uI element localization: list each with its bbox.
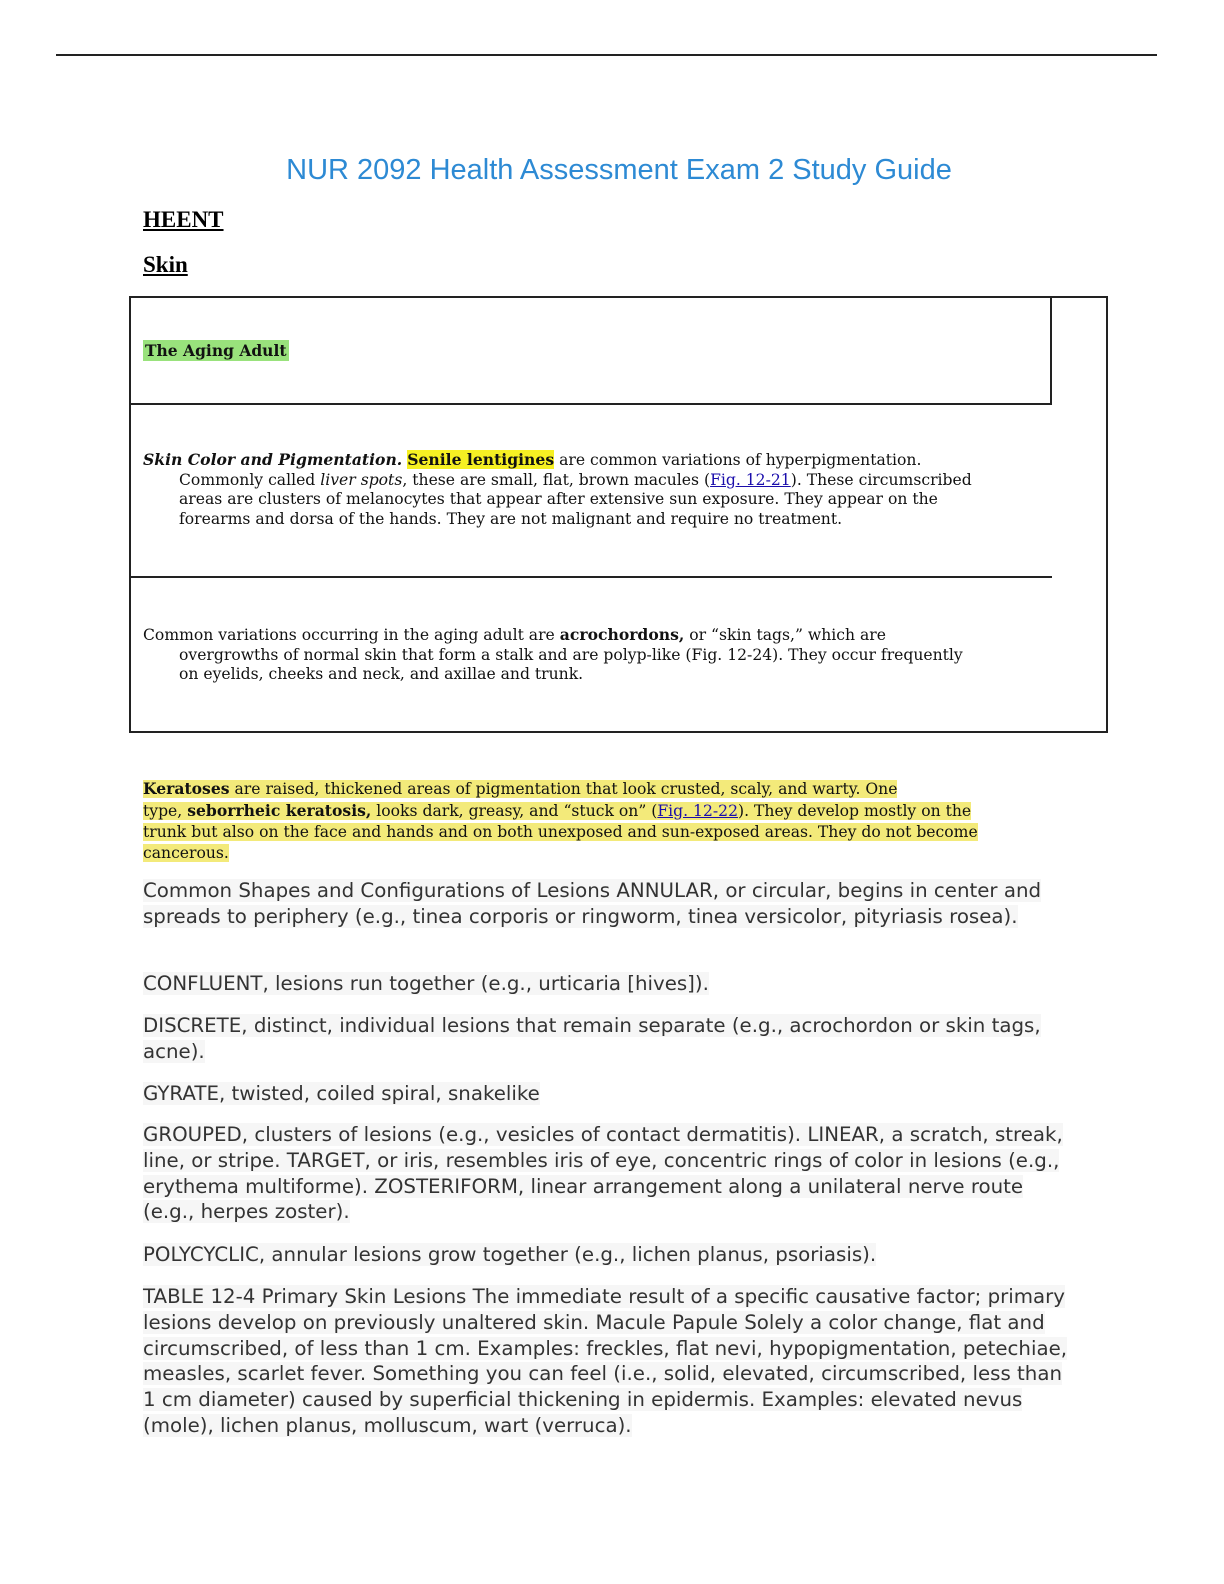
keratoses-line4: cancerous. [143, 844, 229, 862]
polycyclic-text: POLYCYCLIC, annular lesions grow together (e.g., lichen planus, psoriasis). [143, 1243, 877, 1266]
senile-lentigines-term: Senile lentigines [407, 450, 555, 469]
fig-12-21-link[interactable]: Fig. 12-21 [710, 470, 791, 489]
discrete-text: DISCRETE, distinct, individual lesions that remain separate (e.g., acrochordon or skin tags, acne). [143, 1014, 1041, 1063]
skin-color-line2b: , these are small, flat, brown macules ( [402, 470, 711, 489]
acro-line1a: Common variations occurring in the aging adult are [143, 626, 555, 644]
keratoses-line2a: type, [143, 802, 183, 820]
annular-text: Common Shapes and Configurations of Lesions ANNULAR, or circular, begins in center and spreads to periphery (e.g., tinea corporis or ringworm, tinea versicolor, pityriasis rosea). [143, 879, 1042, 928]
keratoses-line3: trunk but also on the face and hands and on both unexposed and sun-exposed areas. They do not become [143, 823, 978, 841]
seborrheic-keratosis-term: seborrheic keratosis, [187, 801, 372, 820]
table-divider-vertical [1050, 296, 1052, 404]
keratoses-line1: are raised, thickened areas of pigmentation that look crusted, scaly, and warty. One [234, 780, 898, 798]
primary-skin-lesions-table-text [143, 1284, 1073, 1439]
table-12-4-text: TABLE 12-4 Primary Skin Lesions The immediate result of a specific causative factor; primary lesions develop on previously unaltered skin. Macule Papule Solely a color change, flat and circumscribed, of less than 1 cm. Examples: freckles, flat nevi, hypopigmentation, petechiae, measles, scarlet fever. Something you can feel (i.e., solid, elevated, circumscribed, less than 1 cm diameter) caused by superficial thickening in epidermis. Examples: elevated nevus (mole), lichen planus, molluscum, wart (verruca). [143, 1285, 1068, 1437]
lesion-discrete [143, 1013, 1073, 1065]
table-divider-row1 [129, 403, 1052, 405]
acro-line3: on eyelids, cheeks and neck, and axillae and trunk. [179, 665, 584, 683]
keratoses-term: Keratoses [143, 779, 230, 798]
acrochordons-paragraph [143, 625, 1043, 685]
keratoses-line2c: ). They develop mostly on the [738, 802, 972, 820]
lesion-polycyclic [143, 1242, 1073, 1268]
acro-line1b: or “skin tags,” which are [689, 626, 886, 644]
skin-color-line2a: Commonly called [179, 470, 316, 489]
grouped-text: GROUPED, clusters of lesions (e.g., vesicles of contact dermatitis). LINEAR, a scratch, streak, line, or stripe. TARGET, or iris, resembles iris of eye, concentric rings of color in lesions (e.g., erythema multiforme). ZOSTERIFORM, linear arrangement along a unilateral nerve route (e.g., herpes zoster). [143, 1123, 1063, 1224]
keratoses-line2b: looks dark, greasy, and “stuck on” ( [376, 802, 658, 820]
aging-adult-label: The Aging Adult [145, 341, 287, 360]
skin-color-line2c: ). These circumscribed [790, 470, 972, 489]
document-title: NUR 2092 Health Assessment Exam 2 Study Guide [286, 154, 952, 186]
skin-color-paragraph [143, 450, 1043, 529]
liver-spots-term: liver spots [320, 470, 403, 489]
acrochordons-term: acrochordons, [559, 625, 685, 644]
lesion-shapes-annular [143, 878, 1073, 930]
heading-heent: HEENT [143, 207, 224, 232]
lesion-confluent [143, 971, 1073, 997]
fig-12-22-link[interactable]: Fig. 12-22 [657, 802, 738, 820]
gyrate-text: GYRATE, twisted, coiled spiral, snakelike [143, 1082, 540, 1105]
top-divider [56, 54, 1157, 56]
skin-color-line3: areas are clusters of melanocytes that appear after extensive sun exposure. They appear on the [179, 490, 938, 508]
lesion-grouped [143, 1122, 1073, 1225]
keratoses-paragraph [143, 778, 1043, 864]
skin-color-line1: are common variations of hyperpigmentation. [559, 451, 922, 469]
table-divider-row2 [129, 576, 1052, 578]
acro-line2: overgrowths of normal skin that form a stalk and are polyp-like (Fig. 12-24). They occur frequently [179, 645, 963, 664]
confluent-text: CONFLUENT, lesions run together (e.g., urticaria [hives]). [143, 972, 709, 995]
heading-skin: Skin [143, 252, 188, 277]
skin-color-lead: Skin Color and Pigmentation. [143, 450, 403, 469]
skin-color-line4: forearms and dorsa of the hands. They are not malignant and require no treatment. [179, 509, 843, 528]
lesion-gyrate [143, 1081, 1073, 1107]
